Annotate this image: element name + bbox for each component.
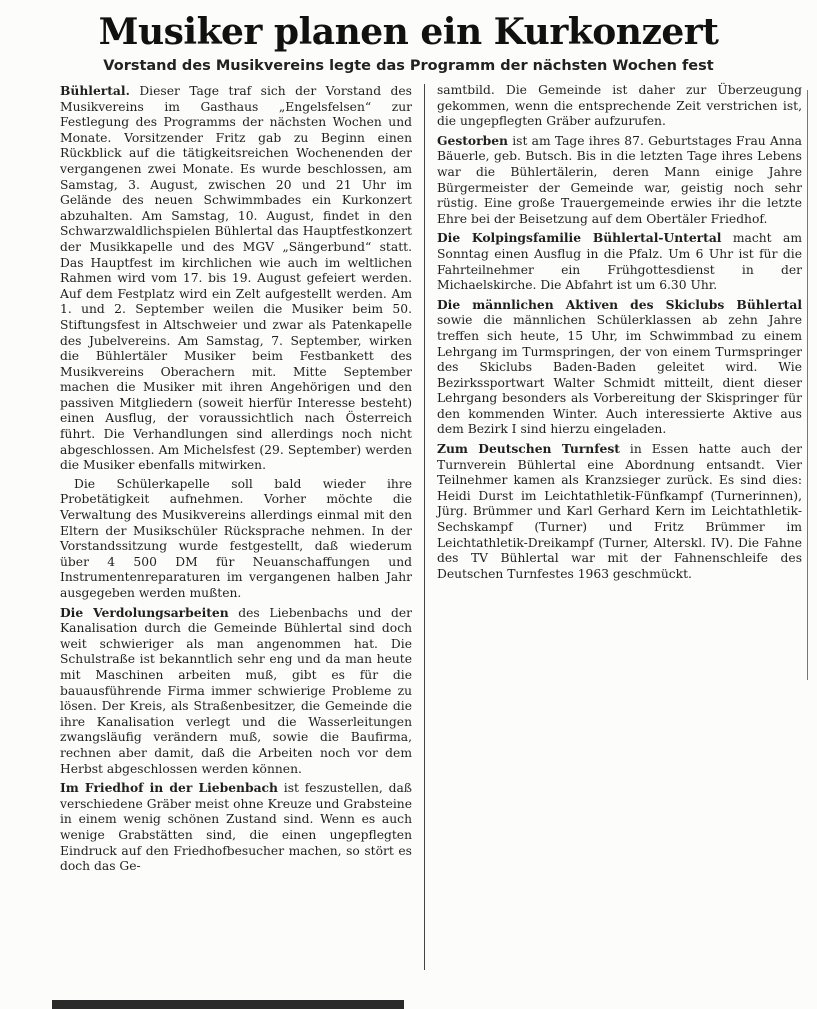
- paragraph-verdolung: [60, 605, 412, 778]
- column-divider: [424, 84, 425, 970]
- column-left: [60, 83, 412, 878]
- paragraph-friedhof: [60, 780, 412, 875]
- right-edge-rule: [807, 90, 808, 680]
- paragraph-musikverein: [60, 83, 412, 474]
- article-headline: Musiker planen ein Kurkonzert: [98, 11, 719, 53]
- paragraph-lead: Die Verdolungsarbeiten: [60, 604, 229, 620]
- paragraph-kolpingsfamilie: [437, 230, 802, 293]
- paragraph-lead: Die Kolpingsfamilie Bühlertal-Untertal: [437, 230, 722, 246]
- paragraph-friedhof-cont: [437, 83, 802, 130]
- paragraph-text: sowie die männlichen Schülerklassen ab zehn Jahre treffen sich heute, 15 Uhr, im Schwimmbad zu einem Lehrgang im Turmspringen, der von einem Turmspringer des Skiclubs Baden-Baden geleitet wird. Wie Bezirkssportwart Walter Schmidt mitteilt, dient dieser Lehrgang besonders als Vorbereitung der Skispringer für den kommenden Winter. Auch interessierte Aktive aus dem Bezirk I sind hierzu eingeladen.: [437, 313, 802, 437]
- paragraph-text: Dieser Tage traf sich der Vorstand des Musikvereins im Gasthaus „Engelsfelsen“ zur Festlegung des Programms der nächsten Wochen und Monate. Vorsitzender Fritz gab zu Beginn einen Rückblick auf die tätigkeitsreichen Wochenenden der vergangenen zwei Monate. Es wurde beschlossen, am Samstag, 3. August, zwischen 20 und 21 Uhr im Gelände des neuen Schwimmbades ein Kurkonzert abzuhalten. Am Samstag, 10. August, findet in den Schwarzwaldlichspielen Bühlertal das Hauptfestkonzert der Musikkapelle und des MGV „Sängerbund“ statt. Das Hauptfest im kirchlichen wie auch im weltlichen Rahmen wird vom 17. bis 19. August gefeiert werden. Auf dem Festplatz wird ein Zelt aufgestellt werden. Am 1. und 2. September weilen die Musiker beim 50. Stiftungsfest in Altschweier und zwar als Patenkapelle des Jubelvereins. Am Samstag, 7. September, wirken die Bühlertäler Musiker beim Festbankett des Musikvereins Oberachern mit. Mitte September machen die Musiker mit ihren Angehörigen und den passiven Mitgliedern (soweit hierfür Interesse besteht) einen Ausflug, der voraussichtlich nach Österreich führt. Die Verhandlungen sind allerdings noch nicht abgeschlossen. Am Michelsfest (29. September) werden die Musiker ebenfalls mitwirken.: [60, 84, 412, 473]
- paragraph-text: ist feszustellen, daß verschiedene Gräber meist ohne Kreuze und Grabsteine in einem wenig schönen Zustand sind. Wenn es auch wenige Grabstätten sind, die einen ungepflegten Eindruck auf den Friedhofbesucher machen, so stört es doch das Ge-: [60, 781, 412, 874]
- paragraph-lead: Die männlichen Aktiven des Skiclubs Bühlertal: [437, 296, 802, 312]
- paragraph-gestorben: [437, 133, 802, 228]
- paragraph-schuelerkapelle: [60, 477, 412, 602]
- paragraph-turnfest: [437, 441, 802, 582]
- paragraph-lead: Gestorben: [437, 132, 508, 148]
- paragraph-lead: Zum Deutschen Turnfest: [437, 441, 620, 457]
- paragraph-skiclub: [437, 297, 802, 438]
- paragraph-text: Die Schülerkapelle soll bald wieder ihre Probetätigkeit aufnehmen. Vorher möchte die Verwaltung des Musikvereins allerdings einmal mit den Eltern der Musikschüler Rücksprache nehmen. In der Vorstandssitzung wurde festgestellt, daß wiederum über 4 500 DM für Neuanschaffungen und Instrumentenreparaturen im vergangenen halben Jahr ausgegeben werden mußten.: [60, 476, 412, 600]
- paragraph-text: in Essen hatte auch der Turnverein Bühlertal eine Abordnung entsandt. Vier Teilnehmer kamen als Kranzsieger zurück. Es sind dies: Heidi Durst im Leichtathletik-Fünfkampf (Turnerinnen), Jürg. Brümmer und Karl Gerhard Kern im Leichtathletik-Sechskampf (Turner) und Fritz Brümmer im Leichtathletik-Dreikampf (Turner, Alterskl. IV). Die Fahne des TV Bühlertal war mit der Fahnenschleife des Deutschen Turnfestes 1963 geschmückt.: [437, 442, 802, 581]
- next-article-bar: [52, 1000, 404, 1009]
- paragraph-lead: Im Friedhof in der Liebenbach: [60, 780, 278, 796]
- paragraph-lead: Bühlertal.: [60, 83, 130, 98]
- paragraph-text: macht am Sonntag einen Ausflug in die Pfalz. Um 6 Uhr ist für die Fahrteilnehmer ein Frühgottesdienst in der Michaelskirche. Die Abfahrt ist um 6.30 Uhr.: [437, 231, 802, 293]
- paragraph-text: ist am Tage ihres 87. Geburtstages Frau Anna Bäuerle, geb. Butsch. Bis in die letzten Tage ihres Lebens war die Bühlertälerin, deren Mann einige Jahre Bürgermeister der Gemeinde war, geistig noch sehr rüstig. Eine große Trauergemeinde erwies ihr die letzte Ehre bei der Beisetzung auf dem Obertäler Friedhof.: [437, 133, 802, 226]
- column-right: [437, 83, 802, 585]
- paragraph-text: samtbild. Die Gemeinde ist daher zur Überzeugung gekommen, wenn die entsprechende Zeit verstrichen ist, die ungepflegten Gräber aufzurufen.: [437, 83, 802, 129]
- article-subheadline: Vorstand des Musikvereins legte das Programm der nächsten Wochen fest: [103, 58, 714, 74]
- paragraph-text: des Liebenbachs und der Kanalisation durch die Gemeinde Bühlertal sind doch weit schwieriger als man angenommen hat. Die Schulstraße ist bekanntlich sehr eng und da man heute mit Maschinen arbeiten muß, gibt es für die bauausführende Firma immer schwierige Probleme zu lösen. Der Kreis, als Straßenbesitzer, die Gemeinde die ihre Kanalisation verlegt und die Wasserleitungen zwangsläufig verändern muß, sowie die Baufirma, rechnen aber damit, daß die Arbeiten noch vor dem Herbst abgeschlossen werden können.: [60, 605, 412, 776]
